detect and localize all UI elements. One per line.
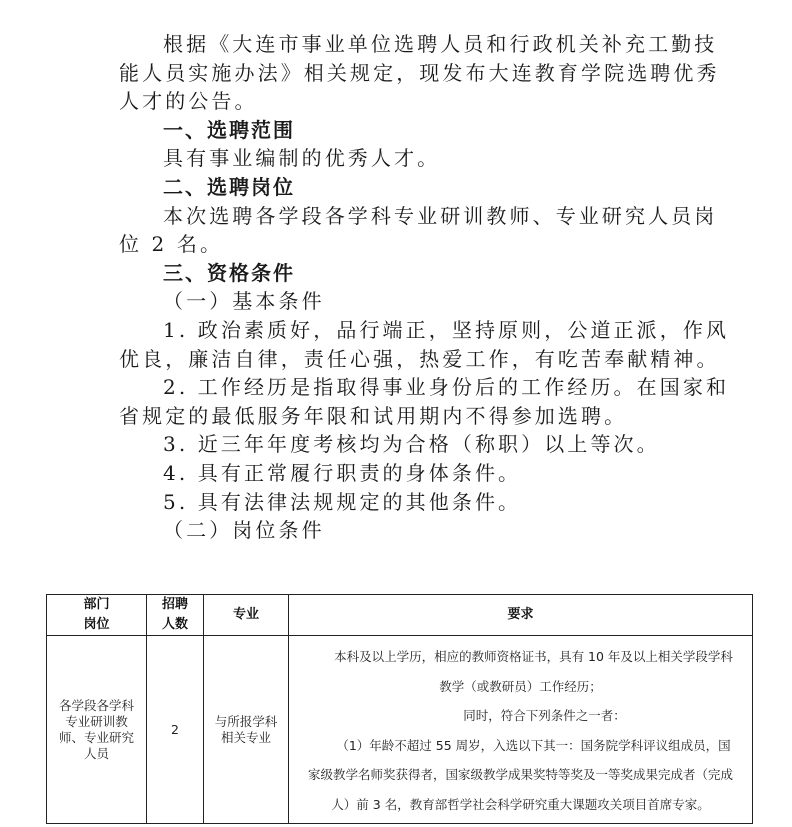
- cell-text: 与所报学科: [214, 713, 278, 729]
- header-text: 人数: [161, 617, 188, 632]
- header-requirements: 要求: [289, 595, 753, 636]
- cell-text: 师、专业研究: [58, 729, 134, 745]
- condition-item: 1. 政治素质好，品行端正，坚持原则，公道正派，作风: [163, 317, 730, 342]
- condition-item: 5. 具有法律法规规定的其他条件。: [163, 489, 522, 514]
- cell-text: 相关专业: [220, 729, 271, 745]
- section-heading-position: 二、选聘岗位: [163, 174, 295, 199]
- cell-text: 专业研训教: [65, 713, 128, 729]
- cell-requirements: [289, 636, 753, 824]
- position-requirements-table: [46, 594, 753, 824]
- requirement-line: 本科及以上学历，相应的教师资格证书，具有 10 年及以上相关学段学科: [334, 649, 733, 664]
- condition-item: 省规定的最低服务年限和试用期内不得参加选聘。: [119, 403, 628, 428]
- announcement-body: [119, 30, 730, 545]
- header-text: 招聘: [161, 597, 188, 612]
- section-heading-scope: 一、选聘范围: [163, 117, 295, 142]
- intro-line: 根据《大连市事业单位选聘人员和行政机关补充工勤技: [163, 32, 718, 56]
- header-text: 岗位: [83, 617, 110, 632]
- requirement-line: （1）年龄不超过 55 周岁，入选以下其一：国务院学科评议组成员，国: [336, 737, 731, 753]
- intro-line: 能人员实施办法》相关规定，现发布大连教育学院选聘优秀: [119, 60, 720, 85]
- scope-text: 具有事业编制的优秀人才。: [163, 146, 441, 171]
- condition-item: 2. 工作经历是指取得事业身份后的工作经历。在国家和: [163, 375, 730, 400]
- section-heading-qualifications: 三、资格条件: [163, 260, 295, 285]
- requirement-line: 教学（或教研员）工作经历；: [439, 678, 602, 694]
- condition-item: 4. 具有正常履行职责的身体条件。: [163, 460, 522, 485]
- condition-item: 3. 近三年年度考核均为合格（称职）以上等次。: [163, 432, 660, 457]
- cell-major: [204, 636, 289, 824]
- table-row: [47, 636, 753, 824]
- condition-item: 优良，廉洁自律，责任心强，热爱工作，有吃苦奉献精神。: [119, 346, 720, 371]
- requirement-line: 家级教学名师奖获得者，国家级教学成果奖特等奖及一等奖成果完成者（完成: [307, 767, 733, 782]
- position-text: 位 2 名。: [119, 232, 224, 257]
- table-header-row: [47, 595, 753, 636]
- header-dept-position: [47, 595, 147, 636]
- cell-count: 2: [147, 636, 204, 824]
- subheading-position-conditions: （二）岗位条件: [163, 518, 325, 543]
- subheading-basic: （一）基本条件: [163, 289, 325, 314]
- header-text: 部门: [83, 597, 110, 612]
- header-major: 专业: [204, 595, 289, 636]
- header-count: [147, 595, 204, 636]
- requirement-line: 人）前 3 名，教育部哲学社会科学研究重大课题攻关项目首席专家。: [331, 796, 710, 812]
- requirement-line: 同时，符合下列条件之一者：: [463, 708, 626, 723]
- cell-text: 人员: [83, 745, 109, 761]
- cell-position: [47, 636, 147, 824]
- position-text: 本次选聘各学段各学科专业研训教师、专业研究人员岗: [163, 203, 718, 228]
- intro-line: 人才的公告。: [119, 89, 258, 114]
- cell-text: 各学段各学科: [58, 697, 134, 713]
